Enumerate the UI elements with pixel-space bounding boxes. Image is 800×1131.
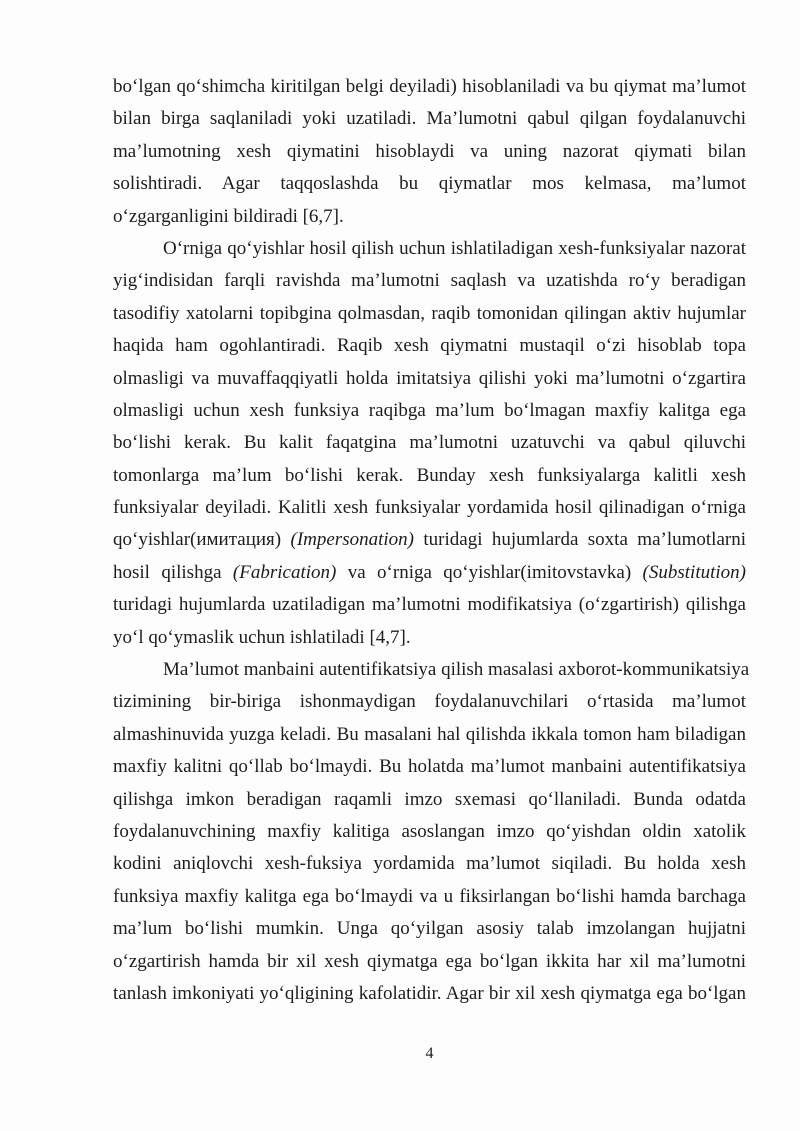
text-segment: oʻzgarganligini bildiradi [6,7]. bbox=[113, 205, 344, 227]
text-segment: haqida ham ogohlantiradi. Raqib xesh qiymatni mustaqil oʻzi hisoblab topa bbox=[113, 335, 746, 357]
italic-term: (Substitution) bbox=[642, 561, 746, 583]
text-line bbox=[113, 363, 746, 395]
document-body bbox=[113, 71, 750, 1010]
text-line bbox=[113, 427, 746, 459]
text-line bbox=[113, 622, 746, 654]
text-line bbox=[113, 298, 746, 330]
text-line bbox=[113, 686, 746, 718]
page-footer bbox=[113, 1044, 746, 1064]
text-line bbox=[113, 978, 746, 1010]
text-segment: tomonlarga ma’lum boʻlishi kerak. Bunday xesh funksiyalarga kalitli xesh bbox=[113, 464, 746, 486]
text-segment: solishtiradi. Agar taqqoslashda bu qiymatlar mos kelmasa, ma’lumot bbox=[113, 173, 746, 195]
text-segment: maxfiy kalitni qoʻllab boʻlmaydi. Bu holatda ma’lumot manbaini autentifikatsiya bbox=[113, 756, 746, 778]
text-segment: yigʻindisidan farqli ravishda ma’lumotni saqlash va uzatishda roʻy beradigan bbox=[113, 270, 746, 292]
text-segment: foydalanuvchining maxfiy kalitiga asoslangan imzo qoʻyishdan oldin xatolik bbox=[113, 820, 746, 842]
text-segment: Oʻrniga qoʻyishlar hosil qilish uchun ishlatiladigan xesh-funksiyalar nazorat bbox=[163, 237, 746, 259]
italic-term: (Impersonation) bbox=[290, 529, 414, 551]
text-segment: boʻlgan qoʻshimcha kiritilgan belgi deyiladi) hisoblaniladi va bu qiymat ma’lumot bbox=[113, 76, 746, 97]
text-segment: turidagi hujumlarda soxta ma’lumotlarni bbox=[413, 529, 746, 551]
text-segment: ma’lum boʻlishi mumkin. Unga qoʻyilgan asosiy talab imzolangan hujjatni bbox=[113, 918, 746, 940]
text-line bbox=[113, 492, 746, 524]
text-segment: kodini aniqlovchi xesh-fuksiya yordamida ma’lumot siqiladi. Bu holda xesh bbox=[113, 853, 746, 875]
text-line bbox=[113, 168, 746, 200]
text-line bbox=[113, 784, 746, 816]
text-line bbox=[113, 913, 746, 945]
text-line bbox=[113, 751, 746, 783]
text-line bbox=[113, 136, 746, 168]
text-line bbox=[113, 881, 746, 913]
text-line bbox=[113, 233, 746, 265]
text-line bbox=[113, 589, 746, 621]
text-line bbox=[113, 946, 746, 978]
text-line bbox=[113, 719, 746, 751]
text-line bbox=[113, 265, 746, 297]
text-segment: oʻzgartirish hamda bir xil xesh qiymatga ega boʻlgan ikkita har xil ma’lumotni bbox=[113, 950, 746, 972]
text-line bbox=[113, 330, 746, 362]
text-segment: boʻlishi kerak. Bu kalit faqatgina ma’lumotni uzatuvchi va qabul qiluvchi bbox=[113, 432, 746, 454]
text-segment: funksiyalar deyiladi. Kalitli xesh funksiyalar yordamida hosil qilinadigan oʻrniga bbox=[113, 497, 746, 519]
text-line bbox=[113, 816, 746, 848]
text-segment: turidagi hujumlarda uzatiladigan ma’lumotni modifikatsiya (oʻzgartirish) qilishga bbox=[113, 594, 746, 616]
text-segment: qoʻyishlar(имитация) bbox=[113, 529, 291, 551]
text-segment: tanlash imkoniyati yoʻqligining kafolatidir. Agar bir xil xesh qiymatga ega boʻlgan bbox=[113, 982, 746, 1004]
text-line bbox=[113, 201, 746, 233]
text-segment: va oʻrniga qoʻyishlar(imitovstavka) bbox=[336, 561, 643, 583]
text-segment: tasodifiy xatolarni topibgina qolmasdan, raqib tomonidan qilingan aktiv hujumlar bbox=[113, 302, 746, 324]
text-segment: tizimining bir-biriga ishonmaydigan foydalanuvchilari oʻrtasida ma’lumot bbox=[113, 691, 746, 713]
page-number: 4 bbox=[425, 1045, 434, 1062]
text-segment: Ma’lumot manbaini autentifikatsiya qilish masalasi axborot-kommunikatsiya bbox=[163, 659, 750, 681]
text-segment: hosil qilishga bbox=[113, 561, 233, 583]
text-line bbox=[113, 848, 746, 880]
italic-term: (Fabrication) bbox=[232, 561, 337, 583]
text-line bbox=[113, 524, 746, 556]
text-segment: olmasligi uchun xesh funksiya raqibga ma’lum boʻlmagan maxfiy kalitga ega bbox=[113, 399, 746, 421]
text-line bbox=[113, 654, 750, 686]
text-line bbox=[113, 557, 746, 589]
text-line bbox=[113, 395, 746, 427]
text-segment: qilishga imkon beradigan raqamli imzo sxemasi qoʻllaniladi. Bunda odatda bbox=[113, 788, 746, 810]
text-segment: almashinuvida yuzga keladi. Bu masalani hal qilishda ikkala tomon ham biladigan bbox=[113, 723, 746, 745]
text-segment: bilan birga saqlaniladi yoki uzatiladi. Ma’lumotni qabul qilgan foydalanuvchi bbox=[113, 108, 746, 130]
text-line bbox=[113, 103, 746, 135]
text-segment: olmasligi va muvaffaqqiyatli holda imitatsiya qilishi yoki ma’lumotni oʻzgartira bbox=[113, 367, 746, 389]
text-segment: funksiya maxfiy kalitga ega boʻlmaydi va u fiksirlangan boʻlishi hamda barchaga bbox=[113, 885, 746, 907]
text-line bbox=[113, 71, 746, 103]
text-segment: yoʻl qoʻymaslik uchun ishlatiladi [4,7]. bbox=[113, 626, 411, 648]
text-line bbox=[113, 460, 746, 492]
text-segment: ma’lumotning xesh qiymatini hisoblaydi va uning nazorat qiymati bilan bbox=[113, 140, 746, 162]
